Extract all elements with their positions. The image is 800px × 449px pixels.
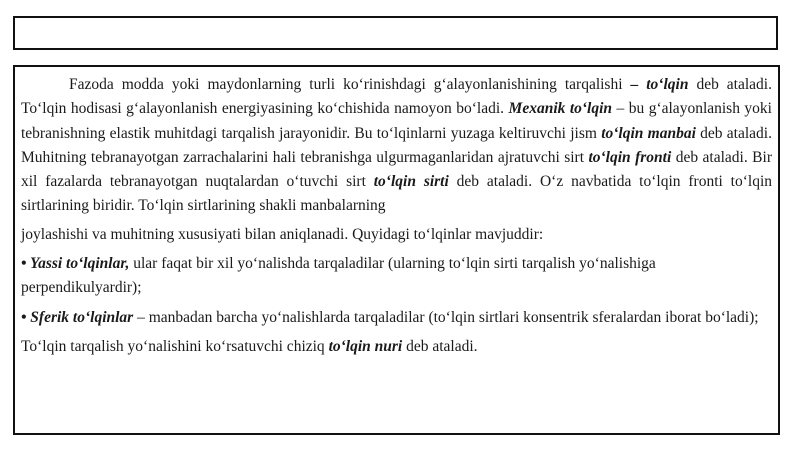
term-wave-front: toʻlqin fronti (588, 148, 672, 166)
term-spherical-waves: • Sferik toʻlqinlar (21, 308, 134, 326)
wave-types-intro: joylashishi va muhitning xususiyati bilan aniqlanadi. Quyidagi toʻlqinlar mavjuddir: (21, 225, 544, 243)
paragraph-text: deb ataladi. Bir xil fazalarda tebranayotgan nuqtalardan oʻtuvchi sirt (21, 148, 772, 191)
list-item-spherical-waves (21, 306, 772, 330)
content-box (13, 65, 780, 435)
paragraph-text: Fazoda modda yoki maydonlarning turli koʻrinishdagi gʻalayonlanishining tarqalishi (69, 76, 631, 93)
paragraph-text: deb ataladi. Oʻz navbatida toʻlqin fronti toʻlqin sirtlarining biridir. Toʻlqin sirtlarining shakli manbalarning (21, 173, 773, 215)
paragraph-text: Toʻlqin tarqalish yoʻnalishini koʻrsatuvchi chiziq (21, 337, 329, 355)
term-wave-surface: toʻlqin sirti (373, 173, 449, 191)
wave-definition-paragraph (21, 73, 772, 219)
wave-ray-definition (21, 335, 772, 359)
term-wave-ray: toʻlqin nuri (328, 337, 403, 355)
term-wave-source: toʻlqin manbai (601, 124, 696, 142)
paragraph-text: deb ataladi. (402, 337, 478, 355)
paragraph-text: deb ataladi. Toʻlqin hodisasi gʻalayonlanish energiyasining koʻchishida namoyon boʻladi. (21, 76, 772, 118)
paragraph-text: – bu gʻalayonlanish yoki tebranishning elastik muhitdagi tarqalish jarayonidir. Bu toʻlqinlarni yuzaga keltiruvchi jism (21, 100, 772, 142)
term-mechanical-wave: Mexanik toʻlqin (508, 100, 613, 118)
term-wave: – toʻlqin (630, 76, 689, 93)
list-item-text: – manbadan barcha yoʻnalishlarda tarqaladilar (toʻlqin sirtlari konsentrik sferalardan iborat boʻladi); (133, 308, 759, 326)
title-box (13, 16, 778, 50)
list-item-plane-waves (21, 252, 772, 301)
term-plane-waves: • Yassi toʻlqinlar, (21, 255, 130, 273)
list-item-text: ular faqat bir xil yoʻnalishda tarqaladilar (ularning toʻlqin sirti tarqalish yoʻnalishiga perpendikulyardir); (21, 255, 656, 297)
paragraph-text: deb ataladi. Muhitning tebranayotgan zarrachalarini hali tebranishga ulgurmaganlaridan ajratuvchi sirt (21, 124, 772, 166)
